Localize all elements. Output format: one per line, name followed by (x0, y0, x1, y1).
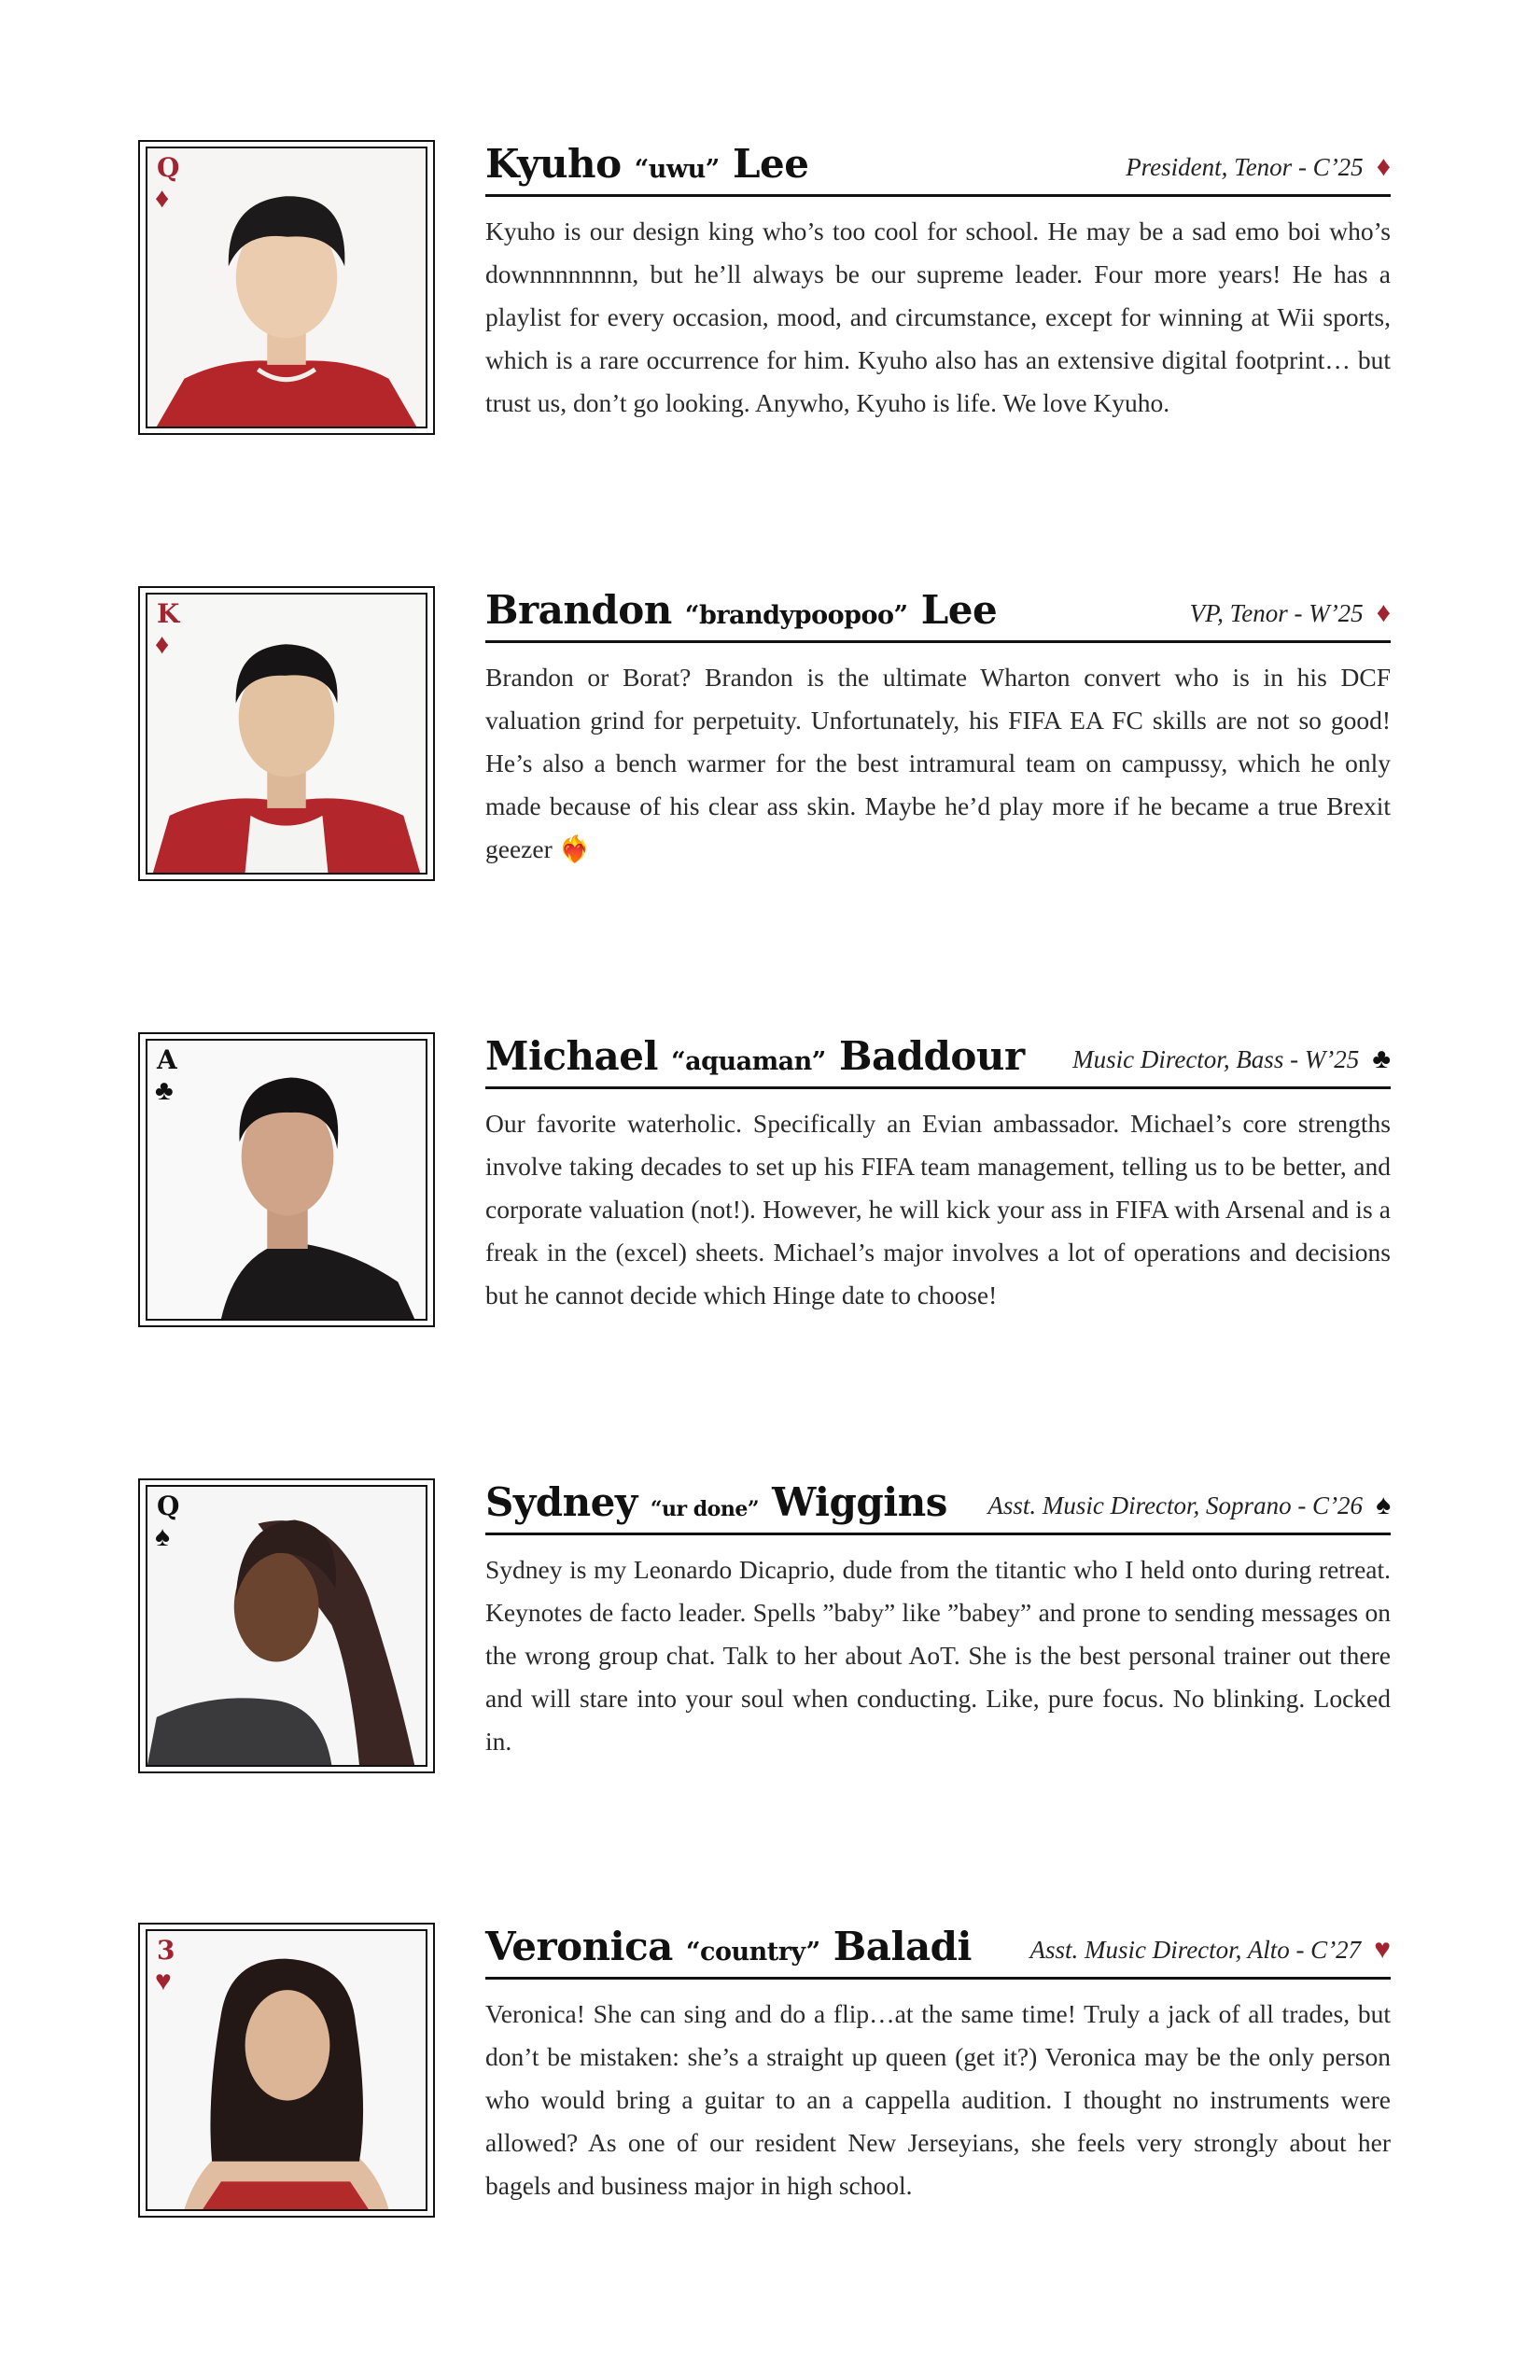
spade-icon: ♠ (155, 1521, 170, 1552)
member-kyuho (138, 140, 1398, 448)
club-icon: ♣ (155, 1075, 174, 1106)
nickname: “ur done” (650, 1497, 759, 1521)
last-name: Lee (732, 141, 809, 187)
divider (485, 194, 1391, 197)
club-icon: ♣ (1372, 1043, 1391, 1074)
first-name: Kyuho (485, 141, 622, 187)
last-name: Baladi (833, 1924, 972, 1969)
member-name (485, 1479, 947, 1525)
member-info (485, 140, 1391, 425)
last-name: Lee (920, 587, 998, 633)
first-name: Sydney (485, 1479, 637, 1525)
playing-card-photo (138, 586, 435, 881)
role-text: Music Director, Bass - W’25 (1072, 1045, 1360, 1073)
role-text: Asst. Music Director, Soprano - C’26 (987, 1491, 1364, 1519)
playing-card-photo (138, 1478, 435, 1773)
role-text: VP, Tenor - W’25 (1189, 599, 1364, 627)
member-role (987, 1490, 1391, 1521)
member-role (1190, 597, 1391, 629)
diamond-icon: ♦ (1376, 597, 1391, 628)
member-bio: Kyuho is our design king who’s too cool for school. He may be a sad emo boi who’s downnnnnnnn, but he’ll always be our supreme leader. Four more years! He has a playlist for every occasion, mood, and circumstance, except for winning at Wii sports, which is a rare occurrence for him. Kyuho also has an extensive digital footprint… but trust us, don’t go looking. Anywho, Kyuho is life. We love Kyuho. (485, 217, 1391, 417)
member-role (1126, 151, 1391, 183)
member-info (485, 586, 1391, 871)
portrait-brandon (147, 595, 426, 873)
member-brandon (138, 586, 1398, 894)
spade-icon: ♠ (1376, 1490, 1391, 1520)
portrait-kyuho (147, 148, 426, 427)
member-bio: Our favorite waterholic. Specifically an Evian ambassador. Michael’s core strengths involve taking decades to set up his FIFA team management, telling us to be better, and corporate valuation (not!). However, he will kick your ass in FIFA with Arsenal and is a freak in the (excel) sheets. Michael’s major involves a lot of operations and decisions but he cannot decide which Hinge date to choose! (485, 1109, 1391, 1309)
member-sydney (138, 1478, 1398, 1786)
nickname: “brandypoopoo” (684, 601, 908, 630)
playing-card-photo (138, 140, 435, 435)
divider (485, 640, 1391, 643)
member-name (485, 1033, 1025, 1079)
last-name: Wiggins (772, 1479, 947, 1525)
nickname: “aquaman” (671, 1047, 826, 1076)
playing-card-photo (138, 1923, 435, 2218)
member-name (485, 587, 997, 633)
diamond-icon: ♦ (155, 629, 170, 660)
card-rank: Q (157, 152, 180, 183)
member-info (485, 1032, 1391, 1317)
member-michael (138, 1032, 1398, 1340)
portrait-michael (147, 1041, 426, 1319)
member-bio: Brandon or Borat? Brandon is the ultimate Wharton convert who is in his DCF valuation grind for perpetuity. Unfortunately, his FIFA EA FC skills are not so good! He’s also a bench warmer for the best intramural team on campussy, which he only made because of his clear ass skin. Maybe he’d play more if he became a true Brexit geezer ❤️‍🔥 (485, 663, 1391, 863)
card-rank: Q (157, 1491, 180, 1521)
card-rank: 3 (157, 1935, 175, 1966)
role-text: Asst. Music Director, Alto - C’27 (1029, 1936, 1362, 1964)
playing-card-photo (138, 1032, 435, 1327)
diamond-icon: ♦ (155, 183, 170, 214)
heart-icon: ♥ (155, 1966, 172, 1996)
heart-icon: ♥ (1374, 1934, 1391, 1965)
card-rank: A (157, 1044, 177, 1075)
divider (485, 1086, 1391, 1089)
portrait-sydney (147, 1487, 426, 1765)
role-text: President, Tenor - C’25 (1126, 153, 1364, 181)
first-name: Brandon (485, 587, 672, 633)
member-bio: Veronica! She can sing and do a flip…at the same time! Truly a jack of all trades, but don’t be mistaken: she’s a straight up queen (get it?) Veronica may be the only person who would bring a guitar to an a cappella audition. I thought no instruments were allowed? As one of our resident New Jerseyians, she feels very strongly about her bagels and business major in high school. (485, 1999, 1391, 2200)
member-name (485, 1924, 972, 1969)
last-name: Baddour (838, 1033, 1025, 1079)
diamond-icon: ♦ (1376, 151, 1391, 182)
nickname: “country” (686, 1938, 820, 1967)
member-name (485, 141, 808, 187)
member-bio: Sydney is my Leonardo Dicaprio, dude from the titantic who I held onto during retreat. Keynotes de facto leader. Spells ”baby” like ”babey” and prone to sending messages on the wrong group chat. Talk to her about AoT. She is the best personal trainer out there and will stare into your soul when conducting. Like, pure focus. No blinking. Locked in. (485, 1555, 1391, 1756)
nickname: “uwu” (634, 155, 720, 184)
first-name: Michael (485, 1033, 658, 1079)
divider (485, 1977, 1391, 1980)
divider (485, 1533, 1391, 1535)
member-role (1029, 1934, 1391, 1966)
card-rank: K (157, 598, 180, 629)
portrait-veronica (147, 1931, 426, 2209)
first-name: Veronica (485, 1924, 673, 1969)
member-info (485, 1923, 1391, 2207)
member-info (485, 1478, 1391, 1763)
member-veronica (138, 1923, 1398, 2231)
member-role (1072, 1043, 1391, 1075)
